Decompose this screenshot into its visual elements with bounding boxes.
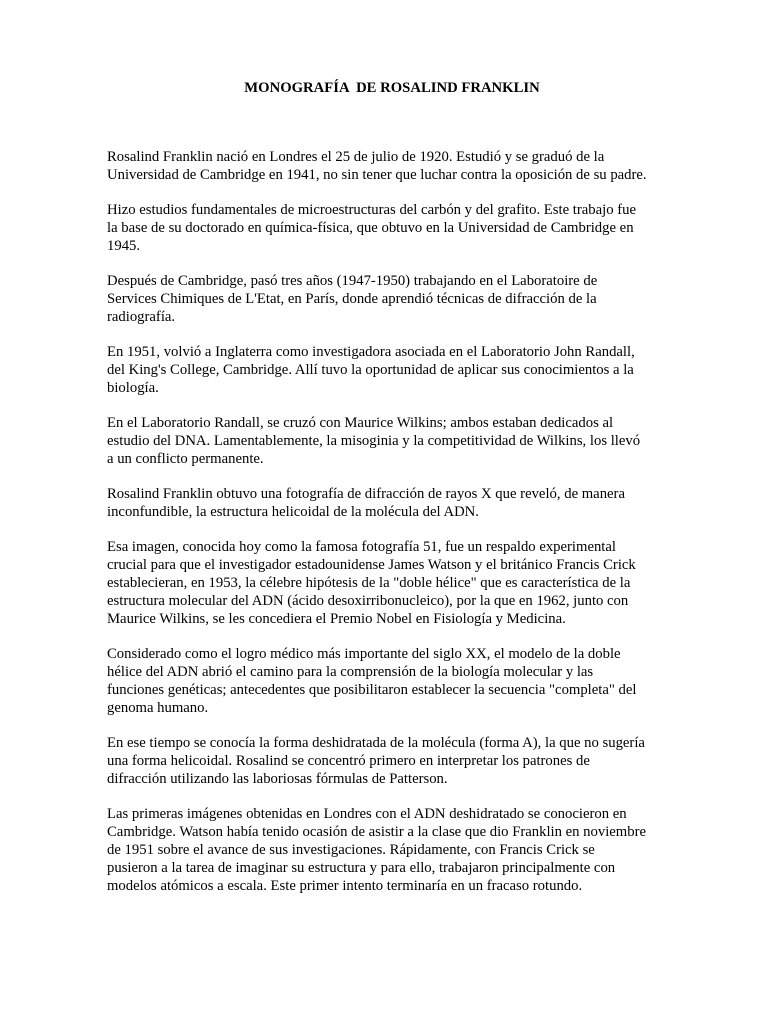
paragraph-line: Hizo estudios fundamentales de microestructuras del carbón y del grafito. Este trabajo fue [107,202,636,218]
paragraph-line: En el Laboratorio Randall, se cruzó con Maurice Wilkins; ambos estaban dedicados al [107,415,614,431]
paragraph [107,734,647,788]
document-body [107,148,647,912]
paragraph-line: Rosalind Franklin obtuvo una fotografía de difracción de rayos X que reveló, de manera [107,486,625,502]
paragraph-line: biología. [107,380,159,396]
paragraph-line: del King's College, Cambridge. Allí tuvo la oportunidad de aplicar sus conocimientos a la [107,362,634,378]
paragraph [107,805,647,895]
paragraph-line: genoma humano. [107,700,209,716]
paragraph-line: Services Chimiques de L'Etat, en París, donde aprendió técnicas de difracción de la [107,291,597,307]
paragraph-line: una forma helicoidal. Rosalind se concentró primero en interpretar los patrones de [107,753,590,769]
paragraph-line: 1945. [107,238,141,254]
paragraph-line: de 1951 sobre el avance de sus investigaciones. Rápidamente, con Francis Crick se [107,842,595,858]
paragraph [107,538,647,628]
paragraph-line: la base de su doctorado en química-física, que obtuvo en la Universidad de Cambridge en [107,220,634,236]
paragraph [107,201,647,255]
paragraph-line: En 1951, volvió a Inglaterra como investigadora asociada en el Laboratorio John Randall, [107,344,635,360]
paragraph-line: funciones genéticas; antecedentes que posibilitaron establecer la secuencia "completa" del [107,682,637,698]
paragraph [107,414,647,468]
paragraph [107,343,647,397]
paragraph-line: Después de Cambridge, pasó tres años (1947-1950) trabajando en el Laboratoire de [107,273,598,289]
paragraph-line: Las primeras imágenes obtenidas en Londres con el ADN deshidratado se conocieron en [107,806,627,822]
paragraph [107,272,647,326]
paragraph-line: radiografía. [107,309,176,325]
paragraph-line: estructura molecular del ADN (ácido desoxirribonucleico), por la que en 1962, junto con [107,593,629,609]
paragraph-line: Rosalind Franklin nació en Londres el 25 de julio de 1920. Estudió y se graduó de la [107,149,605,165]
paragraph-line: establecieran, en 1953, la célebre hipótesis de la "doble hélice" que es característica de la [107,575,631,591]
paragraph-line: crucial para que el investigador estadounidense James Watson y el británico Francis Crick [107,557,636,573]
paragraph-line: a un conflicto permanente. [107,451,264,467]
paragraph-line: Universidad de Cambridge en 1941, no sin tener que luchar contra la oposición de su padre. [107,167,647,183]
paragraph [107,148,647,184]
paragraph-line: Considerado como el logro médico más importante del siglo XX, el modelo de la doble [107,646,621,662]
paragraph-line: pusieron a la tarea de imaginar su estructura y para ello, trabajaron principalmente con [107,860,616,876]
paragraph-line: En ese tiempo se conocía la forma deshidratada de la molécula (forma A), la que no sugería [107,735,645,751]
document-title: MONOGRAFÍA DE ROSALIND FRANKLIN [244,80,540,96]
paragraph-line: inconfundible, la estructura helicoidal de la molécula del ADN. [107,504,479,520]
paragraph-line: Esa imagen, conocida hoy como la famosa fotografía 51, fue un respaldo experimental [107,539,616,555]
paragraph-line: Cambridge. Watson había tenido ocasión de asistir a la clase que dio Franklin en noviembre [107,824,646,840]
paragraph-line: difracción utilizando las laboriosas fórmulas de Patterson. [107,771,448,787]
paragraph-line: hélice del ADN abrió el camino para la comprensión de la biología molecular y las [107,664,594,680]
paragraph-line: estudio del DNA. Lamentablemente, la misoginia y la competitividad de Wilkins, los llevó [107,433,641,449]
paragraph [107,485,647,521]
paragraph-line: modelos atómicos a escala. Este primer intento terminaría en un fracaso rotundo. [107,878,583,894]
paragraph-line: Maurice Wilkins, se les concediera el Premio Nobel en Fisiología y Medicina. [107,611,566,627]
paragraph [107,645,647,717]
